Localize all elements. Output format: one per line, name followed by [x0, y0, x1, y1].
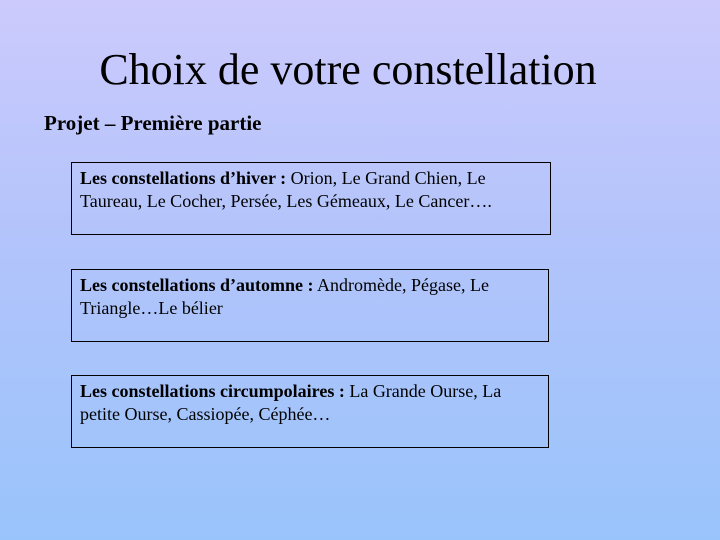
slide-title: Choix de votre constellation: [99, 45, 597, 94]
circumpolar-constellations-heading: Les constellations circumpolaires :: [80, 381, 345, 401]
circumpolar-constellations-list: La Grande Ourse, La petite Ourse, Cassiopée, Céphée…: [80, 381, 502, 424]
winter-constellations-box: [71, 162, 551, 235]
winter-constellations-heading: Les constellations d’hiver :: [80, 168, 287, 188]
autumn-constellations-list: Andromède, Pégase, Le Triangle…Le bélier: [80, 275, 489, 318]
autumn-constellations-box: [71, 269, 549, 342]
autumn-constellations-heading: Les constellations d’automne :: [80, 275, 314, 295]
circumpolar-constellations-box: [71, 375, 549, 448]
winter-constellations-list: Orion, Le Grand Chien, Le Taureau, Le Cocher, Persée, Les Gémeaux, Le Cancer….: [80, 168, 492, 211]
slide-subtitle: Projet – Première partie: [44, 111, 262, 135]
